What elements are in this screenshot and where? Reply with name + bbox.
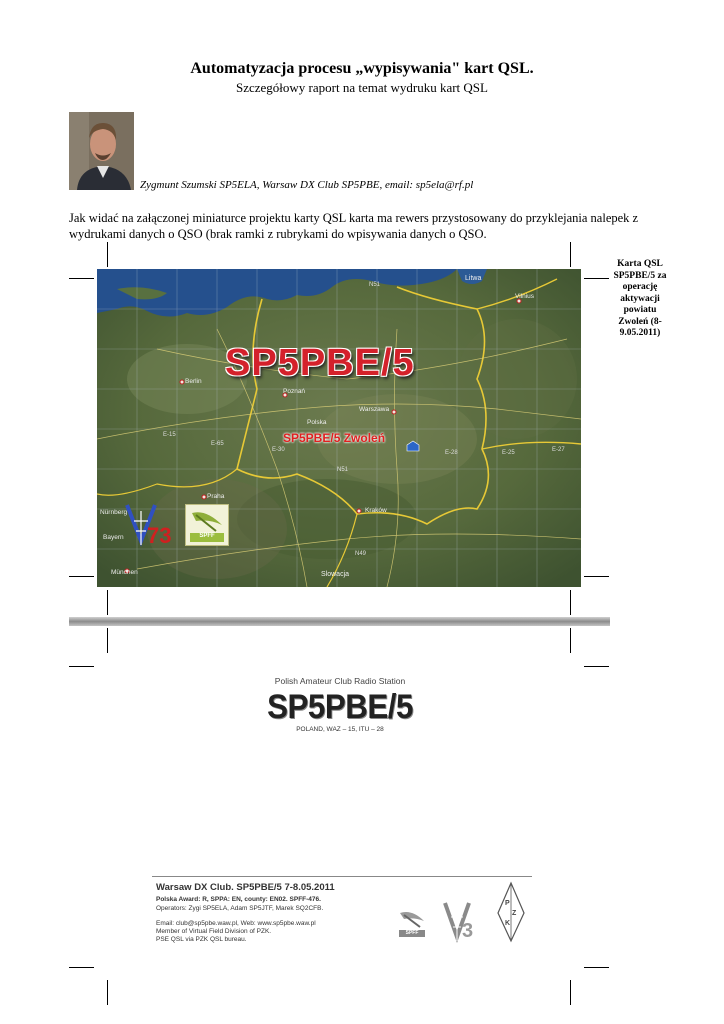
crop-mark	[584, 666, 609, 667]
map-label-warszawa: Warszawa	[359, 406, 390, 413]
document-title: Automatyzacja procesu „wypisywania" kart QSL.	[190, 60, 534, 77]
map-label-berlin: Berlin	[185, 378, 202, 385]
svg-text:73: 73	[147, 523, 172, 548]
svg-text:K: K	[505, 920, 511, 927]
operators-line: Operators: Zygi SP5ELA, Adam SP5JTF, Marek SQ2CFB.	[156, 905, 324, 912]
crop-mark	[584, 967, 609, 968]
svg-text:P: P	[505, 900, 510, 907]
award-line: Polska Award: R, SPPA: EN, county: EN02. SPFF-476.	[156, 896, 321, 903]
map-label-slovacia: Slowacja	[321, 571, 350, 578]
contact-line: Member of Virtual Field Division of PZK.	[156, 928, 272, 935]
document-subtitle: Szczegółowy raport na temat wydruku kart QSL	[236, 80, 488, 95]
map-road-label: E-15	[163, 432, 176, 438]
intro-paragraph: Jak widać na załączonej miniaturce projektu karty QSL karta ma rewers przystosowany do przyklejania nalepek z wydrukami danych o QSO (brak ramki z rubrykami do wpisywania danych o QSO.	[69, 211, 639, 241]
map-label-praha: Praha	[207, 493, 225, 500]
crop-mark	[570, 628, 571, 653]
map-label-munchen: München	[111, 569, 138, 576]
crop-mark	[69, 576, 94, 577]
svg-text:3: 3	[462, 920, 474, 942]
map-label-polska: Polska	[307, 419, 327, 426]
crop-mark	[69, 666, 94, 667]
author-line: Zygmunt Szumski SP5ELA, Warsaw DX Club SP5PBE, email: sp5ela@rf.pl	[140, 179, 474, 191]
qsl-back-station-label: Polish Amateur Club Radio Station	[274, 676, 406, 686]
crop-mark	[584, 576, 609, 577]
map-label-vilnius: Vilnius	[515, 293, 535, 300]
v73-logo-grey	[442, 899, 488, 943]
qsl-front-callsign: SP5PBE/5	[225, 342, 415, 384]
separator-stripe	[69, 617, 610, 626]
spff-logo-grey	[396, 907, 428, 939]
crop-mark	[570, 980, 571, 1005]
qsl-back-info	[152, 876, 532, 967]
author-photo	[69, 112, 134, 190]
qsl-back-callsign: SP5PBE/5	[267, 688, 413, 726]
qsl-back-zones: POLAND, WAZ – 15, ITU – 28	[296, 726, 384, 733]
contact-line: Email: club@sp5pbe.waw.pl, Web: www.sp5pbe.waw.pl	[156, 920, 316, 927]
map-label-krakow: Kraków	[365, 507, 387, 514]
spff-logo-grey-text: SPFF	[405, 930, 419, 936]
map-road-label: E-27	[552, 447, 565, 453]
crop-mark	[570, 590, 571, 615]
crop-mark	[570, 242, 571, 267]
qsl-front-map	[97, 269, 581, 587]
svg-text:Z: Z	[512, 910, 517, 917]
map-road-label: E-65	[211, 441, 224, 447]
crop-mark	[107, 242, 108, 267]
spff-logo	[185, 504, 229, 546]
map-road-label: E-30	[272, 447, 285, 453]
map-label-nurnberg: Nürnberg	[100, 509, 128, 516]
crop-mark	[107, 628, 108, 653]
club-line: Warsaw DX Club. SP5PBE/5 7-8.05.2011	[156, 882, 335, 893]
map-label-litwa: Litwa	[465, 275, 482, 282]
spff-logo-text: SPFF	[199, 533, 215, 539]
v73-logo	[123, 501, 178, 549]
crop-mark	[69, 967, 94, 968]
crop-mark	[107, 590, 108, 615]
map-road-label: N51	[337, 467, 349, 473]
crop-mark	[584, 278, 609, 279]
map-label-poznan: Poznań	[283, 388, 306, 395]
map-road-label: E-25	[502, 450, 515, 456]
map-road-label: E-28	[445, 450, 458, 456]
contact-block	[156, 920, 316, 944]
map-road-label: N49	[355, 551, 367, 557]
map-label-bayern: Bayern	[103, 534, 124, 541]
qsl-front-location-label: SP5PBE/5 Zwoleń	[283, 431, 386, 445]
crop-mark	[69, 278, 94, 279]
map-road-label: N51	[369, 282, 381, 288]
crop-mark	[107, 980, 108, 1005]
side-note: Karta QSL SP5PBE/5 za operację aktywacji powiatu Zwoleń (8-9.05.2011)	[613, 259, 667, 338]
pzk-logo-grey	[496, 881, 526, 943]
contact-line: PSE QSL via PZK QSL bureau.	[156, 936, 247, 943]
